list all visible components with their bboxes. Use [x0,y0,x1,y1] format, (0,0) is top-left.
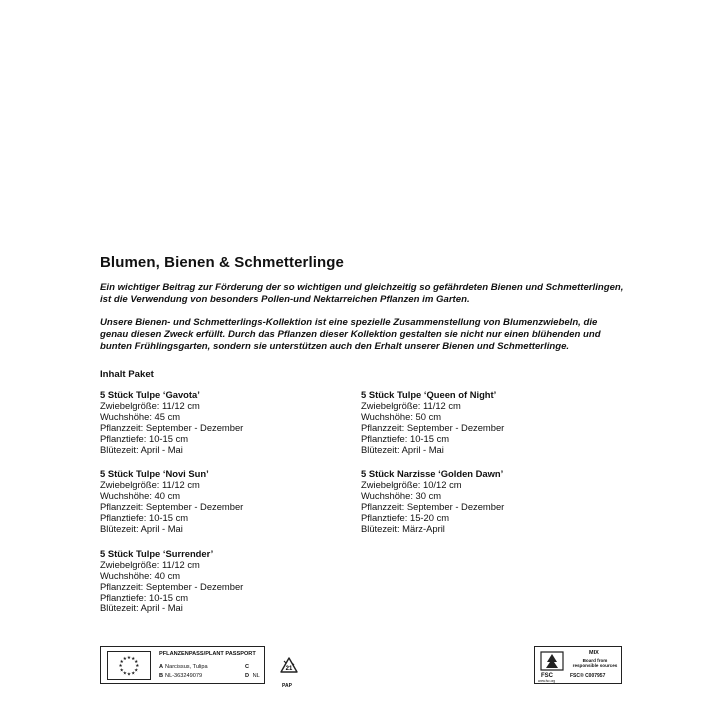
fsc-license-code: FSC® C007957 [570,673,606,679]
fsc-brand: FSC [541,673,553,679]
passport-key-d: D [245,673,250,679]
product-item [100,549,340,614]
passport-row-a [159,664,250,670]
intro-paragraph: Unsere Bienen- und Schmetterlings-Kollektion ist eine spezielle Zusammenstellung von Blumenzwiebeln, die genau diesen Zweck erfüllt. Durch das Pflanzen dieser Kollektion gestalten sie nicht nur einen blühenden und bunten Frühlingsgarten, sondern sie unterstützen auch den Erhalt unserer Bienen und Schmetterlinge. [100,317,601,352]
fsc-badge [534,646,622,684]
page-title: Blumen, Bienen & Schmetterlinge [100,254,344,271]
product-detail: Zwiebelgröße: 11/12 cm [100,399,200,411]
eu-star-icon: ★ [122,655,127,661]
eu-flag-icon [107,651,151,680]
product-detail: Pflanztiefe: 15-20 cm [361,512,450,524]
fsc-board-text: Board from responsible sources [572,658,618,668]
eu-star-icon: ★ [126,654,132,660]
product-detail: Pflanztiefe: 10-15 cm [100,432,189,444]
product-detail: Blütezeit: April - Mai [100,443,183,455]
eu-star-icon: ★ [126,671,132,677]
fsc-mix-label: MIX [589,650,599,656]
product-detail: Wuchshöhe: 50 cm [361,410,442,422]
recycle-label: PAP [282,683,292,689]
product-item [100,469,340,534]
product-detail: Wuchshöhe: 30 cm [361,490,442,502]
product-item [100,390,340,455]
product-detail: Zwiebelgröße: 11/12 cm [361,399,461,411]
intro-text [100,282,625,364]
recycle-number: 21 [285,666,293,672]
product-name: 5 Stück Tulpe ‘Surrender’ [100,547,214,559]
product-name: 5 Stück Tulpe ‘Gavota’ [100,389,200,400]
product-name: 5 Stück Tulpe ‘Queen of Night’ [361,389,497,400]
eu-star-icon: ★ [119,667,124,673]
passport-title: PFLANZENPASS/PLANT PASSPORT [159,651,256,657]
product-detail: Zwiebelgröße: 11/12 cm [100,558,200,570]
product-detail: Pflanztiefe: 10-15 cm [100,512,189,524]
product-detail: Wuchshöhe: 40 cm [100,490,181,502]
product-name: 5 Stück Narzisse ‘Golden Dawn’ [361,468,504,480]
product-detail: Blütezeit: April - Mai [100,522,183,534]
product-item [361,390,601,455]
eu-star-icon: ★ [131,670,136,676]
product-detail: Zwiebelgröße: 11/12 cm [100,479,200,491]
product-detail: Pflanzzeit: September - Dezember [100,580,244,592]
product-detail: Blütezeit: April - Mai [361,443,444,455]
passport-key-c: C [245,664,250,670]
fsc-tree-icon [539,650,565,672]
eu-star-icon: ★ [122,670,127,676]
product-detail: Blütezeit: März-April [361,522,445,534]
product-detail: Pflanztiefe: 10-15 cm [100,591,189,603]
product-detail: Wuchshöhe: 40 cm [100,569,181,581]
passport-key-b: B [159,673,164,679]
passport-value-a: Narcissus, Tulipa [165,664,208,670]
product-detail: Wuchshöhe: 45 cm [100,410,181,422]
package-contents-heading: Inhalt Paket [100,369,154,380]
eu-star-icon: ★ [131,655,136,661]
eu-star-icon: ★ [119,658,124,664]
product-column-right [361,390,601,549]
product-detail: Pflanzzeit: September - Dezember [100,501,244,513]
eu-star-icon: ★ [135,663,140,669]
intro-paragraph: Ein wichtiger Beitrag zur Förderung der so wichtigen und gleichzeitig so gefährdeten Bienen und Schmetterlingen, ist die Verwendung von besonders Pollen-und Nektarreichen Pflanzen im Garten. [100,282,624,305]
recycling-icon [277,656,301,686]
product-item [361,469,601,534]
product-column-left [100,390,340,628]
passport-value-b: NL-363249079 [165,673,203,679]
passport-value-d: NL [252,673,260,679]
passport-key-a: A [159,664,164,670]
product-detail: Pflanztiefe: 10-15 cm [361,432,450,444]
passport-row-d [245,673,260,679]
eu-star-icon: ★ [134,658,139,664]
eu-star-icon: ★ [134,667,139,673]
eu-star-icon: ★ [118,663,123,669]
fsc-url: www.fsc.org [538,679,556,683]
plant-passport [100,646,265,684]
product-detail: Pflanzzeit: September - Dezember [361,421,505,433]
product-detail: Pflanzzeit: September - Dezember [361,501,505,513]
product-detail: Pflanzzeit: September - Dezember [100,421,244,433]
product-detail: Zwiebelgröße: 10/12 cm [361,479,462,491]
passport-row-b [159,673,260,679]
product-name: 5 Stück Tulpe ‘Novi Sun’ [100,468,209,480]
product-detail: Blütezeit: April - Mai [100,602,183,614]
